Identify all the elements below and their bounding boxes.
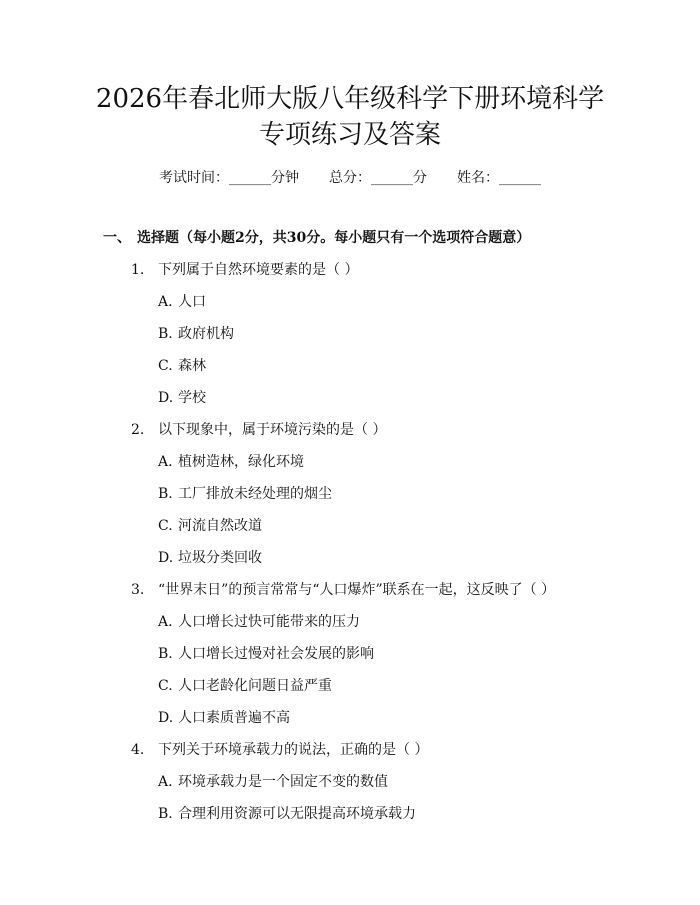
option-text: 政府机构 [178,326,234,342]
option-1d [158,388,206,408]
student-name: 姓名：______ [457,170,541,186]
option-1c [158,356,206,376]
option-text: 人口素质普遍不高 [178,710,290,726]
document-title-line-2: 专项练习及答案 [258,120,441,150]
option-letter: B. [158,646,173,662]
document-title-line-1: 2026年春北师大版八年级科学下册环境科学 [95,84,605,114]
option-letter: D. [158,550,174,566]
option-letter: D. [158,710,174,726]
exam-score: 总分：______分 [329,170,427,186]
option-2c [158,516,262,536]
option-text: 合理利用资源可以无限提高环境承载力 [178,806,416,822]
option-letter: C. [158,678,173,694]
option-3b [158,644,374,664]
option-letter: A. [158,774,173,790]
question-2 [131,420,386,440]
option-1a [158,292,206,312]
question-number: 2. [131,422,145,438]
option-3a [158,612,360,632]
option-letter: C. [158,518,173,534]
question-text: “世界末日”的预言常常与“人口爆炸”联系在一起，这反映了（ ） [158,582,556,598]
question-text: 下列关于环境承载力的说法，正确的是（ ） [158,742,429,758]
option-2b [158,484,332,504]
question-3 [131,580,555,600]
option-letter: A. [158,294,173,310]
question-text: 以下现象中，属于环境污染的是（ ） [158,422,387,438]
exam-time: 考试时间：______分钟 [159,170,299,186]
option-letter: B. [158,326,173,342]
option-1b [158,324,234,344]
option-letter: A. [158,614,173,630]
option-4a [158,772,388,792]
option-text: 人口增长过慢对社会发展的影响 [178,646,374,662]
option-text: 环境承载力是一个固定不变的数值 [178,774,388,790]
question-number: 4. [131,742,145,758]
option-text: 森林 [178,358,206,374]
section-number: 一、 [103,230,131,246]
option-3d [158,708,290,728]
option-text: 人口老龄化问题日益严重 [178,678,332,694]
option-text: 工厂排放未经处理的烟尘 [178,486,332,502]
question-number: 3. [131,582,145,598]
option-text: 学校 [178,390,206,406]
question-1 [131,260,358,280]
option-text: 人口增长过快可能带来的压力 [178,614,360,630]
exam-info [0,168,700,188]
question-number: 1. [131,262,145,278]
option-letter: B. [158,486,173,502]
question-text: 下列属于自然环境要素的是（ ） [158,262,359,278]
option-letter: B. [158,806,173,822]
option-letter: A. [158,454,173,470]
option-2d [158,548,262,568]
option-4b [158,804,416,824]
option-text: 垃圾分类回收 [178,550,262,566]
option-text: 人口 [178,294,206,310]
section-title: 选择题（每小题2分，共30分。每小题只有一个选项符合题意） [137,230,531,246]
option-text: 河流自然改道 [178,518,262,534]
option-text: 植树造林，绿化环境 [178,454,304,470]
option-letter: C. [158,358,173,374]
section-heading [103,228,530,248]
option-3c [158,676,332,696]
option-letter: D. [158,390,174,406]
option-2a [158,452,304,472]
question-4 [131,740,428,760]
